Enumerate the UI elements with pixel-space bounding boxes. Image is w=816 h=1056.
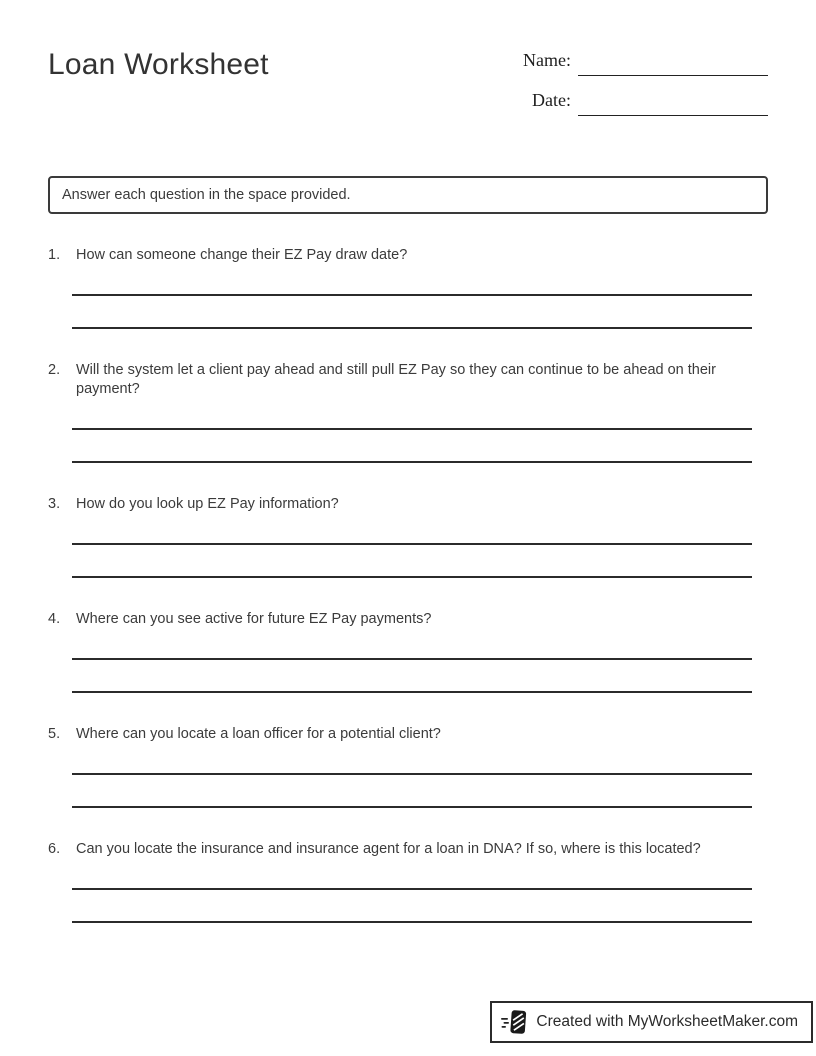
answer-area [72, 629, 752, 693]
instructions-box [48, 176, 768, 214]
myworksheetmaker-logo-icon [501, 1008, 528, 1036]
answer-line [72, 660, 752, 693]
answer-line [72, 545, 752, 578]
question-text: Where can you see active for future EZ Pay payments? [76, 611, 432, 627]
answer-area [72, 514, 752, 578]
question-number: 5. [48, 726, 61, 742]
answer-area [72, 399, 752, 463]
question-number: 2. [48, 362, 61, 378]
question-item [48, 610, 768, 693]
question-item [48, 840, 768, 923]
question-item [48, 361, 768, 463]
question-row [48, 725, 768, 744]
answer-area [72, 859, 752, 923]
answer-line [72, 430, 752, 463]
question-number: 6. [48, 841, 61, 857]
answer-line [72, 399, 752, 430]
date-label: Date: [532, 90, 571, 110]
header-fields [512, 50, 768, 130]
answer-line [72, 296, 752, 329]
question-item [48, 495, 768, 578]
page-title: Loan Worksheet [48, 48, 269, 81]
answer-line [72, 514, 752, 545]
instructions-text: Answer each question in the space provided. [62, 187, 351, 203]
answer-line [72, 629, 752, 660]
name-blank-line [578, 51, 768, 76]
question-text: Where can you locate a loan officer for a potential client? [76, 726, 441, 742]
answer-line [72, 744, 752, 775]
question-text: Will the system let a client pay ahead and still pull EZ Pay so they can continue to be ahead on their payment? [76, 362, 716, 397]
question-row [48, 495, 768, 514]
credit-badge[interactable] [490, 1001, 813, 1043]
question-number: 3. [48, 496, 61, 512]
question-text: Can you locate the insurance and insurance agent for a loan in DNA? If so, where is this located? [76, 841, 701, 857]
date-field [512, 90, 768, 116]
answer-line [72, 859, 752, 890]
question-row [48, 840, 768, 859]
question-text: How can someone change their EZ Pay draw date? [76, 247, 408, 263]
question-row [48, 610, 768, 629]
header [0, 0, 816, 130]
answer-line [72, 265, 752, 296]
answer-area [72, 265, 752, 329]
answer-area [72, 744, 752, 808]
name-field [512, 50, 768, 76]
question-item [48, 246, 768, 329]
question-text: How do you look up EZ Pay information? [76, 496, 339, 512]
date-blank-line [578, 91, 768, 116]
question-list [48, 246, 768, 923]
answer-line [72, 775, 752, 808]
question-number: 1. [48, 247, 61, 263]
answer-line [72, 890, 752, 923]
question-row [48, 361, 768, 399]
name-label: Name: [523, 50, 571, 70]
question-number: 4. [48, 611, 61, 627]
question-item [48, 725, 768, 808]
credit-text: Created with MyWorksheetMaker.com [536, 1013, 798, 1030]
question-row [48, 246, 768, 265]
